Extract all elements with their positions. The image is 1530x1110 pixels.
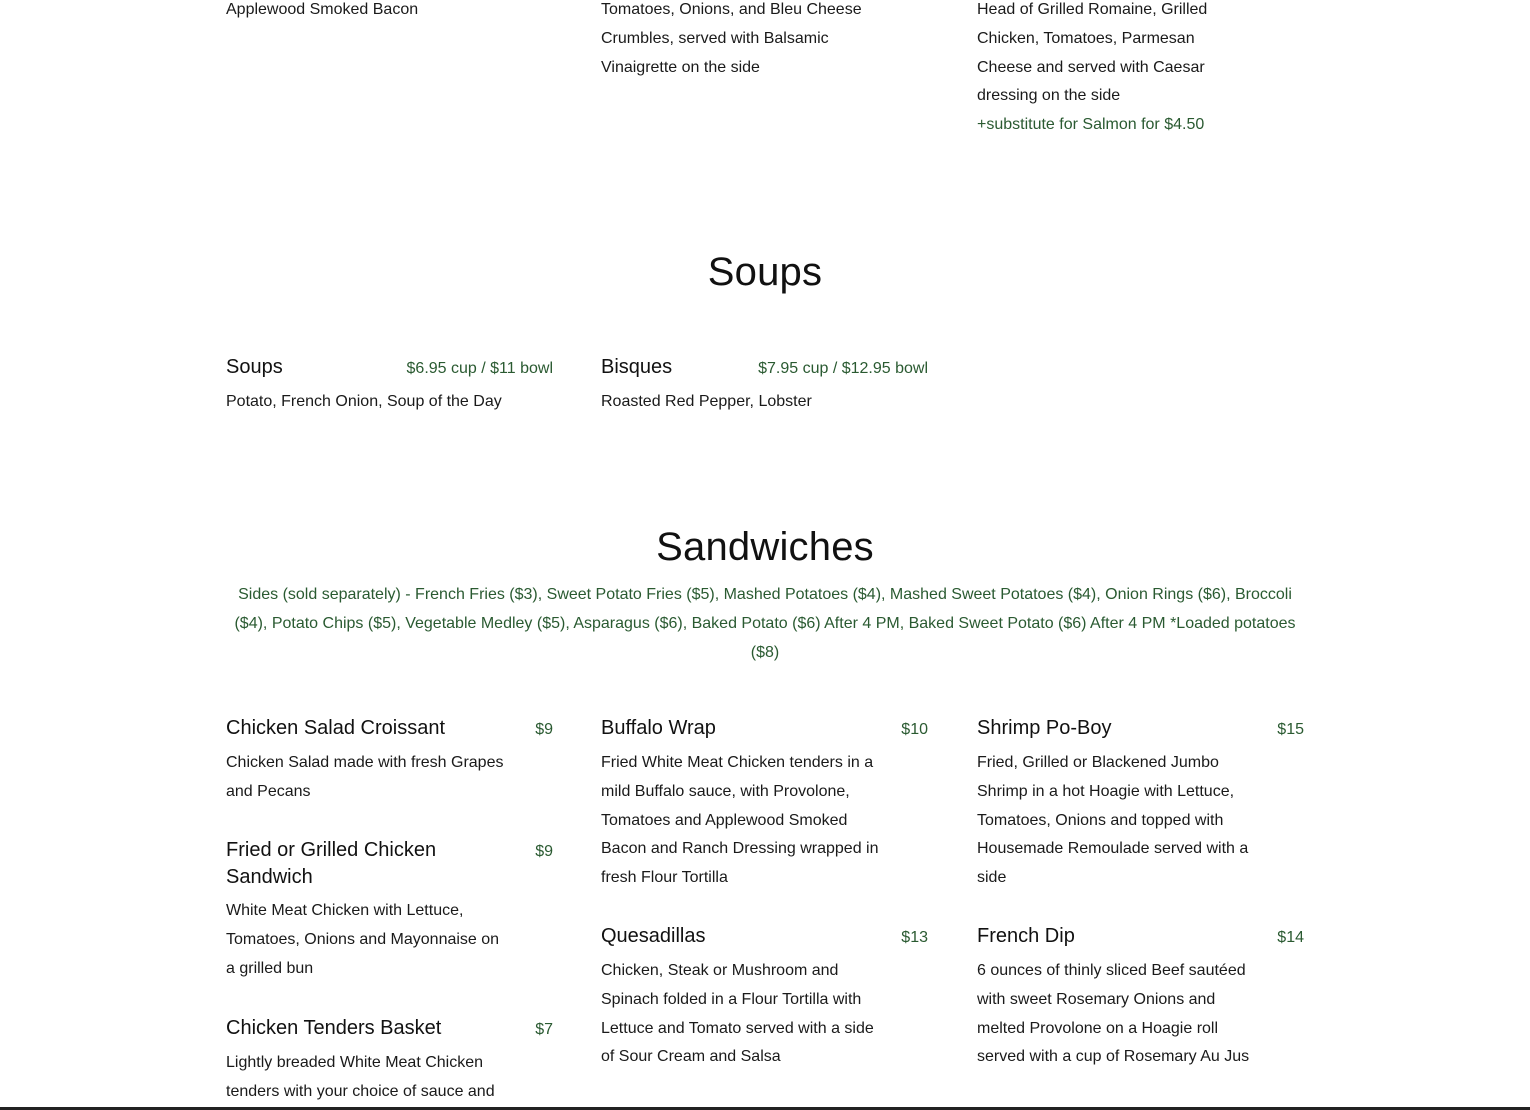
item-desc: Fried White Meat Chicken tenders in a mild Buffalo sauce, with Provolone, Tomatoes and Applewood Smoked Bacon and Ranch Dressing wrapped in fresh Flour Tortilla	[601, 754, 879, 887]
menu-item-quesadillas	[601, 923, 928, 1072]
item-name: French Dip	[977, 925, 1075, 947]
item-name: Fried or Grilled Chicken Sandwich	[226, 839, 437, 888]
item-price: $9	[535, 843, 553, 860]
salad-item-col3	[977, 0, 1304, 140]
item-name: Bisques	[601, 356, 673, 378]
menu-item-chicken-tenders-basket	[226, 1015, 553, 1107]
item-desc: White Meat Chicken with Lettuce, Tomatoes, Onions and Mayonnaise on a grilled bun	[226, 902, 500, 977]
item-name: Shrimp Po-Boy	[977, 717, 1112, 739]
menu-item-chicken-salad-croissant	[226, 715, 553, 807]
item-price: $9	[535, 721, 553, 738]
menu-item-soups	[226, 354, 553, 417]
menu-item-french-dip	[977, 923, 1304, 1072]
item-desc: Potato, French Onion, Soup of the Day	[226, 393, 502, 410]
item-name: Chicken Salad Croissant	[226, 717, 445, 739]
section-title-soups: Soups	[707, 250, 823, 294]
item-name: Chicken Tenders Basket	[226, 1017, 442, 1039]
sides-note: Sides (sold separately) - French Fries ($3), Sweet Potato Fries ($5), Mashed Potatoes ($4), Mashed Sweet Potatoes ($4), Onion Rings ($6), Broccoli ($4), Potato Chips ($5), Vegetable Medley ($5), Asparagus ($6), Baked Potato ($6) After 4 PM, Baked Sweet Potato ($6) After 4 PM *Loaded potatoes ($8)	[234, 586, 1296, 661]
item-desc: Chicken Salad made with fresh Grapes and Pecans	[226, 754, 504, 800]
salad-item-col2	[601, 0, 928, 82]
menu-item-chicken-sandwich	[226, 837, 553, 983]
item-price: $13	[901, 929, 928, 946]
item-price: $7.95 cup / $12.95 bowl	[758, 360, 928, 377]
salad-desc: Applewood Smoked Bacon	[226, 1, 419, 18]
item-desc: Fried, Grilled or Blackened Jumbo Shrimp in a hot Hoagie with Lettuce, Tomatoes, Onions and topped with Housemade Remoulade served with a side	[977, 754, 1249, 887]
salad-addon: +substitute for Salmon for $4.50	[977, 116, 1205, 134]
item-name: Quesadillas	[601, 925, 706, 947]
salad-desc: Tomatoes, Onions, and Bleu Cheese Crumbles, served with Balsamic Vinaigrette on the side	[601, 1, 862, 76]
item-price: $15	[1277, 721, 1304, 738]
item-price: $7	[535, 1021, 553, 1038]
item-name: Buffalo Wrap	[601, 717, 716, 739]
item-name: Soups	[226, 356, 283, 378]
item-desc: Roasted Red Pepper, Lobster	[601, 393, 812, 410]
item-price: $10	[901, 721, 928, 738]
salad-desc: Head of Grilled Romaine, Grilled Chicken, Tomatoes, Parmesan Cheese and served with Caesar dressing on the side	[977, 1, 1208, 105]
menu-item-shrimp-po-boy	[977, 715, 1304, 893]
menu-item-bisques	[601, 354, 928, 417]
section-title-sandwiches: Sandwiches	[656, 525, 874, 569]
item-desc: Chicken, Steak or Mushroom and Spinach folded in a Flour Tortilla with Lettuce and Tomato served with a side of Sour Cream and Salsa	[601, 962, 874, 1066]
item-desc: 6 ounces of thinly sliced Beef sautéed with sweet Rosemary Onions and melted Provolone on a Hoagie roll served with a cup of Rosemary Au Jus	[977, 962, 1250, 1066]
item-price: $6.95 cup / $11 bowl	[406, 360, 553, 377]
menu-item-buffalo-wrap	[601, 715, 928, 893]
item-price: $14	[1277, 929, 1304, 946]
salad-item-col1	[226, 0, 553, 25]
item-desc: Lightly breaded White Meat Chicken tenders with your choice of sauce and	[226, 1054, 495, 1100]
